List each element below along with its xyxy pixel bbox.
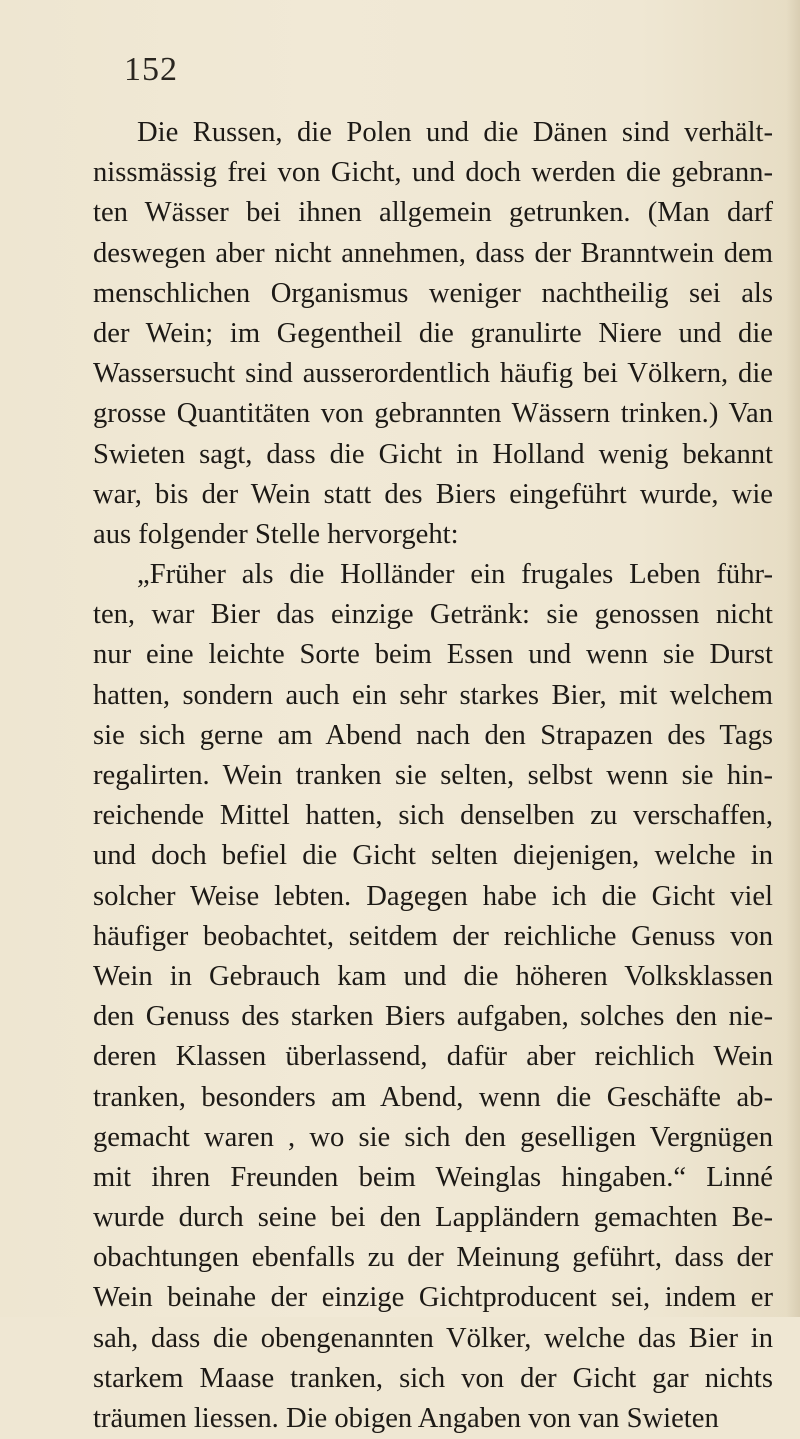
text-line: Wassersucht sind ausserordentlich häufig bei Völkern, die bbox=[93, 358, 773, 390]
text-line: hatten, sondern auch ein sehr starkes Bier, mit welchem bbox=[93, 679, 773, 711]
text-line: Wein beinahe der einzige Gichtproducent sei, indem er bbox=[93, 1282, 773, 1314]
text-line: der Wein; im Gegentheil die granulirte Niere und die bbox=[93, 317, 773, 349]
text-line: mit ihren Freunden beim Weinglas hingaben.“ Linné bbox=[93, 1161, 773, 1193]
text-line: deren Klassen überlassend, dafür aber reichlich Wein bbox=[93, 1041, 773, 1073]
text-line: reichende Mittel hatten, sich denselben zu verschaffen, bbox=[93, 800, 773, 832]
text-line: tranken, besonders am Abend, wenn die Geschäfte ab- bbox=[93, 1081, 773, 1113]
text-line: solcher Weise lebten. Dagegen habe ich die Gicht viel bbox=[93, 880, 773, 912]
text-line: starkem Maase tranken, sich von der Gicht gar nichts bbox=[93, 1362, 773, 1394]
page-edge-shadow bbox=[786, 0, 800, 1317]
text-line: obachtungen ebenfalls zu der Meinung geführt, dass der bbox=[93, 1242, 773, 1274]
text-line: menschlichen Organismus weniger nachtheilig sei als bbox=[93, 277, 773, 309]
text-line: sah, dass die obengenannten Völker, welche das Bier in bbox=[93, 1322, 773, 1354]
text-line: Wein in Gebrauch kam und die höheren Volksklassen bbox=[93, 960, 773, 992]
text-line: Die Russen, die Polen und die Dänen sind verhält- bbox=[137, 117, 773, 148]
text-line: den Genuss des starken Biers aufgaben, solches den nie- bbox=[93, 1001, 773, 1033]
text-line: aus folgender Stelle hervorgeht: bbox=[93, 518, 459, 550]
text-line: wurde durch seine bei den Lappländern gemachten Be- bbox=[93, 1202, 773, 1234]
text-line: ten Wässer bei ihnen allgemein getrunken. (Man darf bbox=[93, 197, 773, 229]
text-line: grosse Quantitäten von gebrannten Wässern trinken.) Van bbox=[93, 398, 773, 430]
page-number: 152 bbox=[124, 51, 178, 88]
text-line: sie sich gerne am Abend nach den Strapazen des Tags bbox=[93, 719, 773, 751]
text-line: häufiger beobachtet, seitdem der reichliche Genuss von bbox=[93, 920, 773, 952]
text-line: gemacht waren , wo sie sich den geselligen Vergnügen bbox=[93, 1121, 773, 1153]
text-line: „Früher als die Holländer ein frugales Leben führ- bbox=[137, 559, 773, 591]
text-line: ten, war Bier das einzige Getränk: sie genossen nicht bbox=[93, 599, 773, 631]
text-line: nissmässig frei von Gicht, und doch werden die gebrann- bbox=[93, 157, 773, 189]
text-line: deswegen aber nicht annehmen, dass der Branntwein dem bbox=[93, 237, 773, 269]
text-line: regalirten. Wein tranken sie selten, selbst wenn sie hin- bbox=[93, 760, 773, 791]
text-line: und doch befiel die Gicht selten diejenigen, welche in bbox=[93, 840, 773, 872]
text-line: nur eine leichte Sorte beim Essen und wenn sie Durst bbox=[93, 639, 773, 671]
body-text bbox=[93, 113, 773, 1439]
text-line: war, bis der Wein statt des Biers eingeführt wurde, wie bbox=[93, 478, 773, 510]
text-line: träumen liessen. Die obigen Angaben von van Swieten bbox=[93, 1403, 719, 1434]
text-line: Swieten sagt, dass die Gicht in Holland wenig bekannt bbox=[93, 438, 773, 470]
